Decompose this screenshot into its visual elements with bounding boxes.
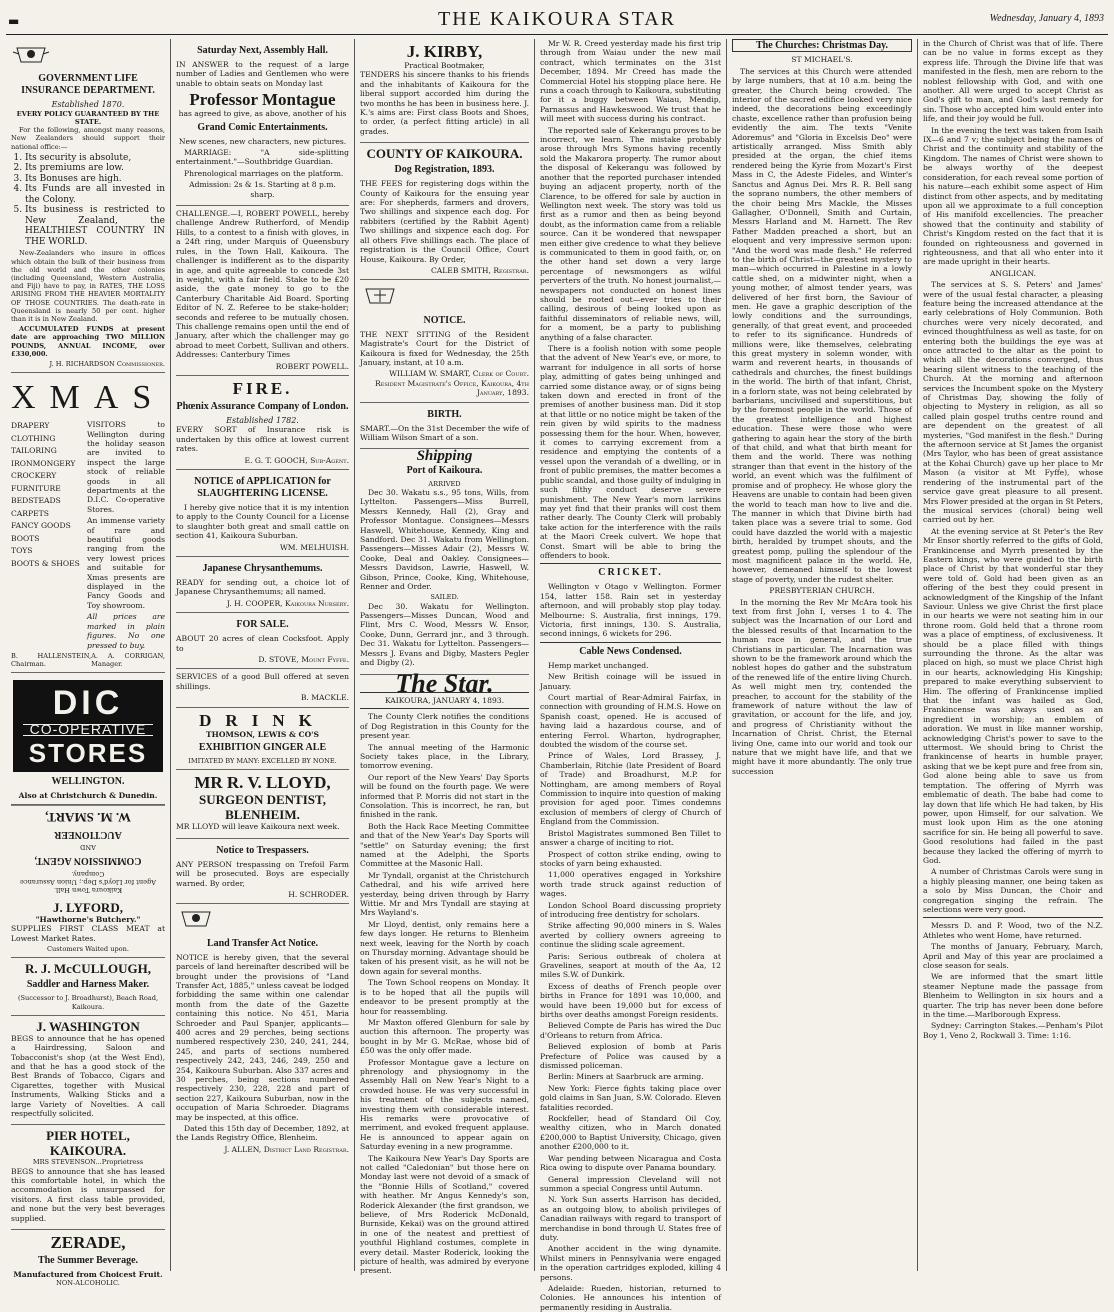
flip-line: AND bbox=[80, 843, 96, 852]
star-paragraph: The annual meeting of the Harmonic Society takes place, in the Library, tomorrow evening. bbox=[360, 742, 529, 771]
ginger-ale-name: EXHIBITION GINGER ALE bbox=[198, 742, 327, 754]
cable-item: Bristol Magistrates summoned Ben Tillet to answer a charge of inciting to riot. bbox=[540, 828, 721, 848]
star-paragraph: Mr Lloyd, dentist, only remains here a few days longer. He returns to Blenheim next week, leaving for the North by coach on Thursday morning. Advantage should be taken of his present visit, as he will not be down again for several months. bbox=[360, 919, 529, 976]
birth-text: SMART.—On the 31st December the wife of William Wilson Smart of a son. bbox=[360, 423, 529, 442]
cricket-head: CRICKET. bbox=[598, 567, 663, 579]
list-item: CLOTHING bbox=[11, 433, 56, 443]
church-paragraph: At the evening service at St Peter's the Rev Mr Ensor shortly referred to the gifts of Gold, Frankincense and Myrrh presented by the Eastern kings, who were guided to the birth place of Christ by that wonderful star they were told of. Gold had been given as an offering of the best they could present in acknowledgment of the Kingship of the Infant Saviour. Unless we give Christ the first place in our hearts we were not seating him in our throne room. Gold held that a throne room was a place of emptiness, of exclusiveness. It should be a place filled with things surrounding the throne. As the altar was placed on high, so must we place Christ high in our hearts, acknowledging His Kingship; prepared to make everything subservient to Him. The offering of Frankincense implied that the infant was hailed as God, Frankincense was always used as an ingredient in worship; an emblem of adoration. We must in like manner worship, acknowledging Christ's power to save to the uttermost. We should bring to Christ the frankincense of hearts in humble prayer, asking that we be kept pure and free from sin, God alone being able to save us from temptation. The offering of Myrrh was emblematic of death. The babe had come to lay down that life which He had taken, by His power, upon Himself, for our salvation. We must look upon Him as the one atoning sacrifice for sin. He being all powerful to save. Good resolutions had failed in the past because they lacked the offering of myrrh to God. bbox=[923, 526, 1103, 865]
zerade-name: ZERADE, bbox=[50, 1233, 126, 1253]
lloyd-text: MR LLOYD will leave Kaikoura next week. bbox=[176, 822, 340, 832]
govt-body: New-Zealanders who insure in offices which obtain the bulk of their business from the old world and the other colonies (including Queensland, Western Australia, and Fiji) have to pay, in RATES, THE LOSS ARISING FROM THE HEAVIER MORTALITY OF THOSE COUNTRIES. The death-rate in Queensland is nearly 50 per cent. higher than it is in New Zealand. bbox=[11, 249, 165, 323]
license-head: NOTICE of APPLICATION for SLAUGHTERING LICENSE. bbox=[194, 476, 331, 499]
mccullough-successor: (Successor to J. Broadhurst), Beach Road, Kaikoura. bbox=[17, 994, 159, 1011]
land-signature: J. ALLEN, District Land Registrar. bbox=[224, 1144, 349, 1154]
shipping-head: Shipping bbox=[416, 448, 473, 465]
notice-text: THE NEXT SITTING of the Resident Magistrate's Court for the District of Kaikoura is fixed for Wednesday, the 25th January, instant, at 10 a.m. bbox=[360, 329, 529, 367]
mccullough-ad bbox=[11, 958, 165, 1015]
cable-item: London School Board discussing propriety of introducing free dentistry for scholars. bbox=[540, 900, 721, 919]
cable-item: Prince of Wales, Lord Brassey, J. Chamberlain, Ritchie (late President of Board of Trade) and Broadhurst, M.P. for Nottingham, are among members of Royal Commission to inquire into question of making provision for aged poor. Times condemns exclusion of members of clergy of Church of England from the Commission. bbox=[540, 751, 721, 827]
list-item: 1. Its security is absolute, bbox=[25, 153, 165, 164]
lyford-name: J. LYFORD, bbox=[53, 899, 123, 915]
mccullough-name: R. J. McCULLOUGH, bbox=[24, 961, 152, 977]
montague-sub: has agreed to give, as above, another of his bbox=[178, 109, 347, 119]
issue-date: Wednesday, January 4, 1893 bbox=[989, 13, 1104, 24]
phoenix-est: Established 1782. bbox=[226, 415, 299, 425]
news-paragraph: Messrs D. and P. Wood, two of the N.Z. Athletes who went Home, have returned. bbox=[923, 921, 1103, 940]
star-paragraph: Professor Montague gave a lecture on phrenology and physiognomy in the Assembly Hall on New Year's Night to a crowded house. He was very successful in his treatment of the subjects named, investing them with considerable interest. His remarks were provocative of merriment, and evoked frequent applause. He is announced to appear again on Saturday evening in a new programme. bbox=[360, 1057, 529, 1152]
pier-text: BEGS to announce that she has leased this comfortable hotel, in which the accommodation is unsurpassed for visitors. A first class table provided, and none but the very best beverages supplied. bbox=[11, 1166, 165, 1223]
list-item: IRONMONGERY bbox=[11, 458, 76, 468]
bull-services-ad bbox=[176, 669, 349, 707]
chrys-signature: J. H. COOPER, Kaikoura Nursery. bbox=[226, 598, 349, 608]
church-paragraph: The services at this Church were attended by large numbers, that at 10 a.m. being the greater, the Church being crowded. The interior of the sacred edifice looked very nice indeed, the decorations being exceedingly chaste, excellence rather than profusion being evidently the aim. The texts "Venite Adoremus" and "Gloria in Excelsis Deo" were artistically arranged. Miss Smith ably presided at the organ, the chief items rendered being the Kyrie from Mozart's First Mass in C, the Adeste Fideles, and Winter's Sanctus and Agnus Dei. Mrs R. R. Bell sang the soprano numbers, the other members of the choir being Mrs Mackle, the Misses Gallagher, O'Donnell, Smith and Curtain, Messrs Harland and M. Harnett. The Rev Father Madden preached a short, but an eloquent and very impressive sermon upon: "And the word was made flesh." He referred to the birth of Christ—the greatest mystery to man—which occurred in Palestine in a lowly cattle shed, on a midwinter night, when a young mother, of almost tender years, was delivered of her first born, the Saviour of men. He gave a graphic description of the lowly conditions and the surroundings, generally, of that great event, and proceeded to refer to its significance. Hundreds of millions were, like themselves, celebrating this great mystery in solemn wonder, with warm and reverent hearts, in thousands of cathedrals and churches, the finest buildings in the world. The birth of that infant, Christ, in a forlorn state, was not being celebrated by barbarians, uncivilised and superstitious, but by the foremost people in the world. Those of the greatest intelligence and highest education. These were those who were gathering to again hear the story of the birth of that child, and what that birth meant for them and the world. There was nothing stranger than that event in the history of the world, an event which was the fulfilment of promise and of prophecy. He whose glory the Heavens are unable to contain had been given the world to teach man how to live and die. The manner in which that Divine birth had taken place was a severe trial to some. God could have dazzled the world with a majestic birth, heralded by trumpet shouts, and the greatest pomp, pulling the splendour of the most magnificent palace in the world. He, however, demeaned himself to the lowest stage of poverty, under the rudest shelter. bbox=[732, 66, 912, 584]
star-paragraph: Mr Tyndall, organist at the Christchurch Cathedral, and his wife arrived here yesterday, being driven through by Harry Wittie. Mr and Mrs Tyndall are staying at Mrs Wayland's. bbox=[360, 870, 529, 918]
smart-auctioneer-ad-inverted bbox=[11, 805, 165, 897]
mccullough-sub: Saddler and Harness Maker. bbox=[26, 979, 150, 991]
trespassers-ad bbox=[176, 839, 349, 905]
list-item: FURNITURE bbox=[11, 483, 61, 493]
news-paragraph: There is a foolish notion with some people that the advent of New Year's eve, or more, to warrant for indulgence in all sorts of horse play, admitting of gates being unhinged and carried some distance away, or of signs being taken down and erected in front of the premises of another business man. Did it stop at that little or no notice might be taken of the rein given by wild spirits to the madness possessing them for the hour. When, however, it comes to carrying excrement from a residence and emptying the contents of a vessel upon the verandah of a dwelling, or in front of public premises, the matter becomes a public scandal, and those guilty of indulging in such filthy conduct deserve severe punishment. The New Year's morn larrikins may yet find that their pranks will cost them rather dearly. The County Clerk will probably take action for the interference with the rails at the Maori Creek culvert. We hope that Const. Smart will be able to bring the offenders to book. bbox=[540, 344, 721, 560]
xmas-ad bbox=[11, 373, 165, 673]
sailed-label: SAILED. bbox=[430, 593, 459, 602]
pier-name: PIER HOTEL, KAIKOURA. bbox=[46, 1128, 130, 1159]
star-paragraph: The County Clerk notifies the conditions of Dog Registration in this County for the present year. bbox=[360, 712, 529, 741]
montague-head: Saturday Next, Assembly Hall. bbox=[197, 45, 328, 56]
sailed-text: Dec 30. Wakatu for Wellington. Passengers—Misses Duncan, Wood and Flint, Mrs C. Wood, Messrs W. Ensor, Cooke, Dunn, Gerrard jnr., and 3 through. Dec 31. Wakatu for Lyttelton. Passengers—Messrs J. Evans and Digby, Masters Pegler and Digby (2). bbox=[360, 601, 529, 668]
cable-item: Another accident in the wing dynamite. Whilst miners in Pennsylvania were engaged in the operation cartridges exploded, killing 4 persons. bbox=[540, 1244, 721, 1282]
govt-insurance-ad bbox=[11, 39, 165, 373]
list-item: BOOTS bbox=[11, 533, 40, 543]
star-head: The Star. bbox=[395, 668, 494, 698]
license-text: I hereby give notice that it is my intention to apply to the County Council for a License to slaughter both great and small cattle on section 41, Kaikoura Suburban. bbox=[176, 503, 349, 541]
lloyd-title: SURGEON DENTIST, bbox=[199, 792, 326, 808]
flip-line: W. M. SMART, bbox=[45, 810, 131, 826]
list-item: 5. Its business is restricted to New Zealand, the HEALTHIEST COUNTRY IN THE WORLD. bbox=[25, 205, 165, 247]
star-editorial bbox=[360, 668, 529, 1276]
washington-text: BEGS to announce that he has opened a Hairdressing, Saloon and Tobacconist's shop (at the West End), and that he has a good stock of the Best Brands of Tobacco, Cigars and Cigarettes, together with Musical Instruments, Walking Sticks and a large Variety of Novelties. A call respectfully solicited. bbox=[11, 1033, 165, 1119]
corner-mark-icon: ▬ bbox=[8, 14, 20, 28]
sale-head: FOR SALE. bbox=[236, 619, 289, 631]
court-notice bbox=[360, 280, 529, 402]
sale-text: ABOUT 20 acres of clean Cocksfoot. Apply to bbox=[176, 634, 349, 653]
drink-headline: DRINK bbox=[199, 710, 326, 730]
govt-intro: For the following, amongst many reasons, New Zealanders should support their national office:— bbox=[11, 126, 165, 151]
for-sale-ad bbox=[176, 613, 349, 669]
zerade-ad bbox=[11, 1230, 165, 1288]
montague-ad bbox=[176, 39, 349, 206]
slaughter-license-ad bbox=[176, 470, 349, 557]
dog-signature: CALEB SMITH, Registrar. bbox=[430, 265, 529, 275]
star-paragraph: Our report of the New Years' Day Sports will be found on the fourth page. We were informed that P. Morris did not start in the Consolation. This is incorrect, he ran, but finished in the rank. bbox=[360, 772, 529, 820]
chrysanthemums-ad bbox=[176, 557, 349, 613]
birth-notice bbox=[360, 403, 529, 450]
flip-line: AUCTIONEER bbox=[54, 829, 122, 841]
shipping-section bbox=[360, 449, 529, 674]
challenge-text: CHALLENGE.—I, ROBERT POWELL, hereby challenge Andrew Rutherford, of Mendip Hills, to a contest to a finish with gloves, in a 24ft ring, under Marquis of Queensbury rules, in the Town Hall, Kaikoura. The challenger is indifferent as to the disparity in age, and quite agreeable to concede 3st in weight, with a fair field. Stake to be £20 aside, the gate money to go to the Canterbury Charitable Aid Board. Sporting Editor of N. Z. Referee to be stake-holder; seconds and referee to be mutually chosen. This challenge remains open until the end of January, after which the challenger may go abroad to meet Corbett, Sullivan and others. Addresses: Canterbury Times bbox=[176, 209, 349, 360]
church-paragraph: A number of Christmas Carols were sung in a highly pleasing manner, one being taken as a solo by Miss Duncan, the Choir and congregation singing the refrain. The selections were very good. bbox=[923, 867, 1103, 914]
arrived-label: ARRIVED bbox=[428, 479, 461, 488]
land-text: NOTICE is hereby given, that the several parcels of land hereinafter described will be brought under the provisions of "Land Transfer Act, 1885," unless caveat be lodged forbidding the same within one calendar month from the date of the Gazette containing this notice. No 451, Maria Schroeder and Paul Spanjer, applicants—400 acres and 29 perches, being sections numbered respectively 230, 240, 241, 244, 245, and parts of sections numbered respectively 242, 243, 246, 249, 250 and 254, Kaikoura Suburban. Also 337 acres and 30 perches, being sections numbered respectively 230, 228, 228 and part of section 227, Kaikoura Suburban, now in the occupation of Maria Schroeder. Diagrams may be inspected, at this office. bbox=[176, 952, 349, 1122]
cable-item: Strike affecting 90,000 miners in S. Wales averted by colliery owners agreeing to continue the sliding scale agreement. bbox=[540, 921, 721, 950]
govt-tag: EVERY POLICY GUARANTEED BY THE STATE. bbox=[16, 109, 160, 127]
royal-arms-icon bbox=[360, 285, 400, 307]
montague-grand: Grand Comic Entertainments. bbox=[197, 121, 328, 133]
notice-head: NOTICE. bbox=[423, 314, 466, 326]
cable-item: War pending between Nicaragua and Costa Rica owing to dispute over Panama boundary. bbox=[540, 1153, 721, 1173]
dog-text: THE FEES for registering dogs within the County of Kaikoura for the ensuing year are: For shepherds, farmers and drovers, Two shillings and sixpence each dog. For rabbiters (certified by the Rabbit Agent) Two shillings and sixpence each dog. For all others Five shillings each. The place of registration is the Council Office, Court House, Kaikoura. By Order, bbox=[360, 179, 529, 264]
fire-headline: FIRE. bbox=[232, 378, 293, 398]
churches-head: The Churches: Christmas Day. bbox=[732, 39, 912, 52]
cable-item: Court martial of Rear-Admiral Fairfax, in connection with grounding of H.M.S. Howe on Spanish coast, opened. He is accused of having laid a hazardous course, and of entering Ferrol. Wharton, hydrographer, doubted the wisdom of the course set. bbox=[540, 693, 721, 750]
news-paragraph: The reported sale of Kekerangu proves to be incorrect, we learn. The mistake probably arose through Mrs Symons having recently sold the Makarora property. The rumor about the disposal of Kekerangu was followed by another that the reported purchaser intended buying an adjacent property, north of the Clarence, to be offered for sale by auction in Wellington next week. The story was told us first as a rumor and then as being beyond doubt, as the information came from a reliable source. Can it be wondered that newspaper men either give credence to what they believe is communicated to them in good faith, or, on the other hand set down a very large percentage of newsmongers as wilful perverters of the truth. No honest journalist,—newspapers not conducted on honest lines should be rooted out—ever tries to their calling, desirous of being looked upon as faithful disseminators of reliable news, will, for a moment, be a party to publishing anything of a false character. bbox=[540, 125, 721, 342]
montague-intro: IN ANSWER to the request of a large number of Ladies and Gentlemen who were unable to obtain seats on Monday last bbox=[176, 60, 349, 88]
dog-head: Dog Registration, 1893. bbox=[394, 164, 495, 176]
lloyd-town: BLENHEIM. bbox=[225, 807, 300, 823]
star-paragraph: The Town School reopens on Monday. It is to be hoped that all the pupils will endeavor to be present promptly at the hour for reassembling. bbox=[360, 978, 529, 1016]
cable-item: N. York Sun asserts Harrison has decided, as an outgoing blow, to abolish privileges of Canadian railways with regard to transport of merchandise in bond through U. States free of duty. bbox=[540, 1195, 721, 1242]
cable-item: Paris: Serious outbreak of cholera at Gravelines, seaport at mouth of the Aa, 12 miles S.W. of Dunkirk. bbox=[540, 951, 721, 980]
flip-line: Agent for Lloyd's Dep.; Union Assurance Company. bbox=[20, 869, 156, 886]
cable-head: Cable News Condensed. bbox=[579, 645, 682, 657]
sale-signature: D. STOVE, Mount Fyffe. bbox=[258, 655, 349, 665]
cable-item: Hemp market unchanged. bbox=[548, 660, 649, 670]
cable-item: Believed explosion of bomb at Paris Prefecture of Police was caused by a dismissed policeman. bbox=[540, 1042, 721, 1071]
lloyd-dentist-ad bbox=[176, 770, 349, 838]
masthead bbox=[6, 6, 1108, 35]
cable-item: New British coinage will be issued in January. bbox=[540, 672, 721, 691]
notice-signature: WILLIAM W. SMART, Clerk of Court. Resident Magistrate's Office, Kaikoura, 4th January, 1893. bbox=[374, 369, 529, 398]
services-text: SERVICES of a good Bull offered at seven shillings. bbox=[176, 672, 349, 691]
govt-signature: J. H. RICHARDSON Commissioner. bbox=[49, 359, 165, 368]
column-1 bbox=[6, 39, 171, 1288]
st-michael-head: ST MICHAEL'S. bbox=[791, 55, 853, 65]
cable-item: General impression Cleveland will not summon a special Congress until Autumn. bbox=[540, 1174, 721, 1193]
cricket-text: Wellington v Otago v Wellington. Former 154, latter 158. Rain set in yesterday afternoon, and will probably stop play today. Melbourne: S. Australia, first innings, 179. Victoria, first innings, 130. S. Australia, second innings, 6 wickets for 296. bbox=[540, 582, 721, 639]
county-head: COUNTY OF KAIKOURA. bbox=[366, 146, 523, 162]
coat-of-arms-icon bbox=[11, 44, 51, 66]
paper-title: THE KAIKOURA STAR bbox=[438, 8, 676, 30]
list-item: BEDSTEADS bbox=[11, 496, 61, 506]
star-paragraph: The Kaikoura New Year's Day Sports are not called "Caledonian" but those here on Monday last were not devoid of a smack of the "Bonnie Hills of Scotland," covered with heather. Mr Angus Kennedy's son, Roderick Alexander (the first grandson, we believe, of Mrs Roderick McDonald, Burnside, Kekai) was on the ground attired in one of the neatest and prettiest of youthful Highland costumes, complete in every detail. Master Roderick, looking the picture of health, was admired by everyone present. bbox=[360, 1153, 529, 1276]
govt-est: Established 1870. bbox=[51, 100, 125, 110]
dic-stores: STORES bbox=[28, 737, 148, 768]
montague-admission: Admission: 2s & 1s. Starting at 8 p.m. sharp. bbox=[189, 180, 336, 199]
column-4 bbox=[535, 39, 727, 1312]
chrys-head: Japanese Chrysanthemums. bbox=[202, 563, 323, 575]
lyford-note: Customers Waited upon. bbox=[47, 945, 129, 954]
arrived-text: Dec 30. Wakatu s.s., 95 tons, Wills, from Lyttelton. Passengers—Miss Burrell, Messrs Kennedy, Hall (2), Gray and Professor Montague. Consignees—Messrs Haswell, Whitehouse, Kennedy, King and Sandford. Dec 31. Wakatu from Wellington. Passengers—Misses Adair (2), Messrs W. Cooke, Deal and Oakley. Consignees—Messrs Davidson, Lawrie, Haswell, W. Gibson, Prince, Cooke, King, Whitehouse, Renner and Order. bbox=[360, 487, 529, 592]
montague-grand-text: New scenes, new characters, new pictures. bbox=[178, 136, 347, 146]
lyford-sub: "Hawthorne's Butchery." bbox=[35, 914, 141, 924]
zerade-nonalcoholic: NON-ALCOHOLIC. bbox=[56, 1279, 120, 1288]
church-paragraph: In the evening the text was taken from Isaih IX—6 and 7 v; the subject being the names of Christ and the continuity and stability of the Kingdom. The names of Christ were shown to be always worthy of the deepest consideration, for each reveal some portion of his nature—each exhibit some aspect of Him distinct from other aspects, and by meditating upon all we approximate to a full conception of His manifold excellencies. The preacher showed that the continuity and stability of Christ's Kingdom rested on the fact that it is founded on righteousness and governed in righteousness, and that all who enter into it are made upright in their hearts. bbox=[923, 125, 1103, 267]
trespass-text: ANY PERSON trespassing on Trefoil Farm will be prosecuted. Boys are especially warned. By order, bbox=[176, 859, 349, 888]
pier-hotel-ad bbox=[11, 1125, 165, 1230]
cable-item: New York: Fierce fights taking place over gold claims in San Juan, S.W. Colorado. Eleven fatalities recorded. bbox=[540, 1083, 721, 1112]
ginger-ale-ad bbox=[176, 708, 349, 771]
list-item: BOOTS & SHOES bbox=[11, 558, 80, 568]
xmas-chairman: B. HALLENSTEIN, Chairman. bbox=[11, 651, 92, 669]
chrys-text: READY for sending out, a choice lot of Japanese Chrysanthemums; all named. bbox=[176, 578, 349, 597]
list-item: FANCY GOODS bbox=[11, 521, 71, 531]
lyford-text: SUPPLIES FIRST CLASS MEAT at Lowest Market Rates. bbox=[11, 924, 165, 943]
column-2 bbox=[171, 39, 355, 1271]
list-item: DRAPERY bbox=[11, 421, 50, 431]
news-paragraph: The months of January, February, March, April and May of this year are proclaimed a close season for seals. bbox=[923, 942, 1103, 970]
dic-location: WELLINGTON. bbox=[51, 775, 125, 787]
trespass-head: Notice to Trespassers. bbox=[216, 844, 309, 856]
montague-name: Professor Montague bbox=[189, 90, 336, 110]
list-item: CROCKERY bbox=[11, 471, 57, 481]
land-head: Land Transfer Act Notice. bbox=[206, 937, 319, 949]
news-paragraph: Sydney: Carrington Stakes.—Penham's Pilot Boy 1, Veno 2, Rockwall 3. Time: 1:16. bbox=[923, 1021, 1103, 1040]
list-item: CARPETS bbox=[11, 508, 49, 518]
govt-funds: ACCUMULATED FUNDS at present date are approaching TWO MILLION POUNDS, ANNUAL INCOME, over £330,000. bbox=[11, 325, 165, 358]
cable-item: Excess of deaths of French people over births in France for 1891 was 10,000, and would have been 19,000 but for excess of births over deaths amongst Foreign residents. bbox=[540, 981, 721, 1019]
dic-logo bbox=[13, 680, 163, 771]
land-transfer-ad bbox=[176, 904, 349, 1154]
xmas-headline: XMAS bbox=[11, 379, 166, 417]
xmas-text-2: An immense variety of rare and beautiful goods ranging from the very lowest prices and suitable for Xmas presents are displayed in the Fancy Goods and Toy showroom. bbox=[87, 516, 165, 610]
montague-marriage: MARRIAGE: "A side-splitting entertainment."—Southbridge Guardian. bbox=[176, 148, 349, 167]
govt-title: GOVERNMENT LIFE INSURANCE DEPARTMENT. bbox=[21, 73, 155, 97]
zerade-text: Manufactured from Choicest Fruit. bbox=[13, 1270, 163, 1280]
church-paragraph: The services at S. S. Peters' and James' were of the usual festal character, a pleasing feature being the increased attendance at the early celebrations of Holy Communion. Both churches were very nicely decorated, and evinced thoughtfulness as well as taste, for on entering both the buildings the eye was at once attracted to the altar as the point to which all the decorations converged, thus bearing silent witness to the teaching of the Church. At the morning and afternoon services the Incumbent spoke on the Mystery of Christmas Day, showing the folly of objecting to Mystery in religion, as all so called plain gospel truths centre round and are dependent on the greatest of all mysteries, "God manifest in the flesh." During the afternoon service at St James the organist (Mrs Taylor, who has been of great assistance at the Kohai Church) gave up her place to Mr Mason (a visitor at Mt Fyffe), whose rendering of the instrumental part of the service gave great pleasure to all present. Mrs Flower presided at the organ in St Peters, the musical services (choral) being well carried out by her. bbox=[923, 280, 1103, 525]
dic-cooperative: CO-OPERATIVE bbox=[23, 724, 153, 735]
lyford-ad bbox=[11, 897, 165, 958]
cable-item: Berlin: Miners at Saarbruck are arming. bbox=[548, 1072, 704, 1082]
dic-letters: DIC bbox=[52, 684, 124, 723]
port-head: Port of Kaikoura. bbox=[406, 464, 483, 476]
dic-branches: Also at Christchurch & Dunedin. bbox=[18, 790, 158, 800]
washington-ad bbox=[11, 1016, 165, 1126]
list-item: TAILORING bbox=[11, 446, 57, 456]
list-item: 4. Its Funds are all invested in the Colony. bbox=[25, 184, 165, 205]
flip-line: COMMISSION AGENT, bbox=[34, 855, 142, 867]
departments-list bbox=[11, 420, 83, 652]
thomson-name: THOMSON, LEWIS & CO'S bbox=[206, 729, 319, 739]
list-item: TOYS bbox=[11, 546, 33, 556]
anglican-head: ANGLICAN. bbox=[989, 268, 1037, 278]
challenge-signature: ROBERT POWELL. bbox=[275, 361, 349, 371]
list-item: 3. Its Bonuses are high. bbox=[25, 174, 165, 185]
news-paragraph: Mr W. R. Creed yesterday made his first trip through from Waiau under the new mail contract, which terminates on the 31st December, 1894. Mr Creed has made the Commercial Hotel his stopping place here. He runs a coach through to Kaikoura, substituting for it a buggy between Waiau, Mendip, Parnassus and Hawkeswood. We trust that he will meet with success during his contract. bbox=[540, 39, 721, 124]
phoenix-text: EVERY SORT of Insurance risk is undertaken by this office at lowest current rates. bbox=[176, 425, 349, 454]
zerade-sub: The Summer Beverage. bbox=[37, 1255, 139, 1267]
column-5 bbox=[727, 39, 918, 1271]
star-paragraph: Both the Hack Race Meeting Committee and that of the New Year's Day Sports will "settle" on Saturday evening; the first named at the Adelphi, the Sports Committee at the Masonic Hall. bbox=[360, 821, 529, 869]
lloyd-name: MR R. V. LLOYD, bbox=[194, 773, 331, 793]
license-signature: WM. MELHUISH. bbox=[279, 542, 349, 552]
kirby-text: TENDERS his sincere thanks to his friends and the inhabitants of Kaikoura for the liberal support accorded him during the two months he has been in business here. J. K.'s aims are: First class Boots and Shoes, to order, (a perfect fitting article) in all grades. bbox=[360, 70, 529, 136]
cable-item: Believed Compte de Paris has wired the Duc d'Orleans to return from Africa. bbox=[540, 1021, 721, 1040]
xmas-text-3: All prices are marked in plain figures. No one pressed to buy. bbox=[87, 612, 165, 650]
xmas-text-1: VISITORS to Wellington during the holiday season are invited to inspect the large stock of reliable goods in all departments at the D.I.C. Co-operative Stores. bbox=[87, 420, 165, 514]
pier-proprietress: MRS STEVENSON...Proprietress bbox=[32, 1158, 144, 1167]
phoenix-signature: E. G. T. GOOCH, Sub-Agent. bbox=[244, 455, 349, 465]
phoenix-ad bbox=[176, 376, 349, 470]
land-date: Dated this 15th day of December, 1892, at the Lands Registry Office, Blenheim. bbox=[176, 1124, 349, 1143]
list-item: 2. Its premiums are low. bbox=[25, 163, 165, 174]
dog-registration-ad bbox=[360, 143, 529, 280]
govt-reasons-list bbox=[25, 153, 165, 248]
star-paragraph: Mr Maxton offered Glenburn for sale by auction this afternoon. The property was bought in by Mr G. McRae, whose bid of £50 was the only offer made. bbox=[360, 1017, 529, 1056]
cable-item: Rockfeller, head of Standard Oil Coy, wealthy citizen, who in March donated £200,000 to Baptist University, Chicago, given another £200,000 to it. bbox=[540, 1114, 721, 1152]
kirby-sub: Practical Bootmaker, bbox=[404, 61, 485, 70]
services-signature: B. MACKLE. bbox=[300, 693, 349, 703]
kirby-ad bbox=[360, 39, 529, 143]
star-date: KAIKOURA, JANUARY 4, 1893. bbox=[384, 695, 505, 705]
trespass-signature: H. SCHRODER. bbox=[288, 889, 349, 899]
kirby-name: J. KIRBY, bbox=[406, 42, 483, 61]
cable-item: Prospect of cotton strike ending, owing to stocks of yarn being exhausted. bbox=[540, 849, 721, 868]
washington-name: J. WASHINGTON bbox=[36, 1018, 140, 1034]
dic-stores-ad bbox=[11, 673, 165, 805]
coat-of-arms-icon bbox=[176, 908, 216, 930]
church-paragraph: in the Church of Christ was that of life. There can be no value in forms except as they express life. Through the Divine life that was manifested in the flesh, men are reborn to the noblest fellowship with God, and with one another. All were urged to accept Christ as God's gift to man, and God's last remedy for sin. Those who accepted him would enter into life, and their joy would be full. bbox=[923, 39, 1103, 124]
phoenix-name: Phœnix Assurance Company of London. bbox=[176, 400, 349, 412]
challenge-ad bbox=[176, 206, 349, 376]
presbyterian-head: PRESBYTERIAN CHURCH. bbox=[769, 586, 875, 596]
column-6 bbox=[918, 39, 1108, 1271]
birth-head: BIRTH. bbox=[427, 408, 462, 420]
imitated-tagline: IMITATED BY MANY: EXCELLED BY NONE. bbox=[188, 757, 337, 766]
cable-item: Adelaide: Rueden, historian, returned to Colonies. He announces his intention of permanently residing in Australia. bbox=[540, 1283, 721, 1312]
flip-line: Kaikoura Town Hall. bbox=[53, 885, 123, 894]
news-paragraph: We are informed that the smart little steamer Neptune made the passage from Blenheim to Wellington in six hours and a quarter. The trip has never been done before in the time.—Marlborough Express. bbox=[923, 972, 1103, 1020]
xmas-manager: A. A. CORRIGAN, Manager. bbox=[91, 651, 165, 669]
church-paragraph: In the morning the Rev Mr McAra took his text from first John I, verses 1 to 4. The subject was the Incarnation of our Lord and the blessed results of that Incarnation to the human race in general, and the true Christians in particular. The Incarnation was shown to be the framework around which the noblest hopes do gather and the substratum of the renewed life of the entire living Church. As well might men try, contended the preacher, to account for the stability of the framework of nature without the law of gravitation, or account for the life, and joy, and progress of Christianity without the Incarnation of Christ. Christ, the Eternal living One, came into our world and took our nature that we might have life, and that we might have it more abundantly. The only true succession bbox=[732, 597, 912, 776]
cable-item: 11,000 operatives engaged in Yorkshire worth trade struck against reduction of wages. bbox=[540, 870, 721, 899]
montague-phren: Phrenological marriages on the platform. bbox=[184, 168, 344, 178]
column-3 bbox=[355, 39, 535, 1276]
